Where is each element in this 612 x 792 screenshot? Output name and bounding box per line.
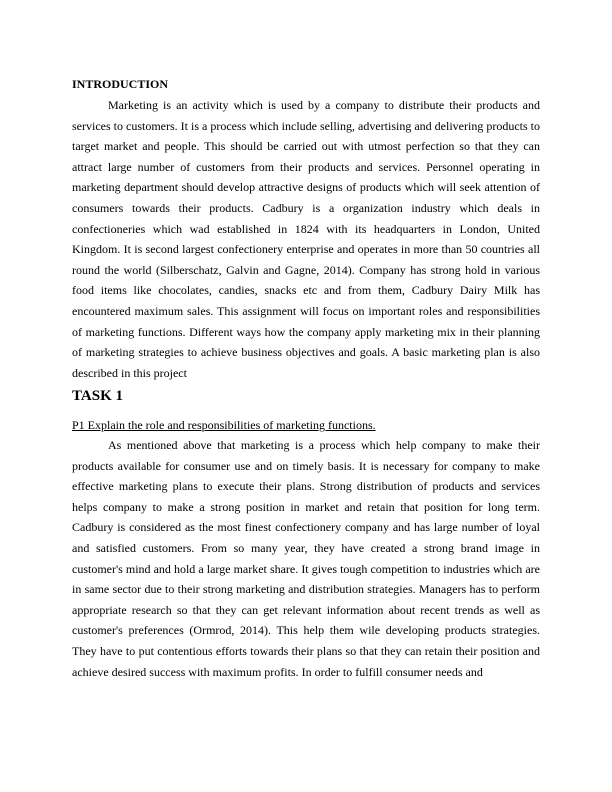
introduction-heading: INTRODUCTION	[72, 77, 169, 91]
task-1-heading: TASK 1	[72, 388, 123, 404]
introduction-paragraph: Marketing is an activity which is used by a company to distribute their products and services to customers. It is a process which include selling, advertising and delivering products to target market and people. This should be carried out with utmost perfection so that they can attract large number of customers from their products and services. Personnel operating in marketing department should develop attractive designs of products which will seek attention of consumers towards their products. Cadbury is a organization industry which deals in confectioneries which wad established in 1824 with its headquarters in London, United Kingdom. It is second largest confectionery enterprise and operates in more than 50 countries all round the world (Silberschatz, Galvin and Gagne, 2014). Company has strong hold in various food items like chocolates, candies, snacks etc and from them, Cadbury Dairy Milk has encountered maximum sales. This assignment will focus on important roles and responsibilities of marketing functions. Different ways how the company apply marketing mix in their planning of marketing strategies to achieve business objectives and goals. A basic marketing plan is also described in this project	[72, 98, 540, 380]
task-1-subheading: P1 Explain the role and responsibilities of marketing functions.	[72, 418, 376, 432]
task-1-paragraph: As mentioned above that marketing is a process which help company to make their products available for consumer use and on timely basis. It is necessary for company to make effective marketing plans to execute their plans. Strong distribution of products and services helps company to make a strong position in market and retain that position for long term. Cadbury is considered as the most finest confectionery company and has large number of loyal and satisfied customers. From so many year, they have created a strong brand image in customer's mind and hold a large market share. It gives tough competition to industries which are in same sector due to their strong marketing and distribution strategies. Managers has to perform appropriate research so that they can get relevant information about recent trends as well as customer's preferences (Ormrod, 2014). This help them wile developing products strategies. They have to put contentious efforts towards their plans so that they can retain their position and achieve desired success with maximum profits. In order to fulfill consumer needs and	[72, 438, 540, 679]
